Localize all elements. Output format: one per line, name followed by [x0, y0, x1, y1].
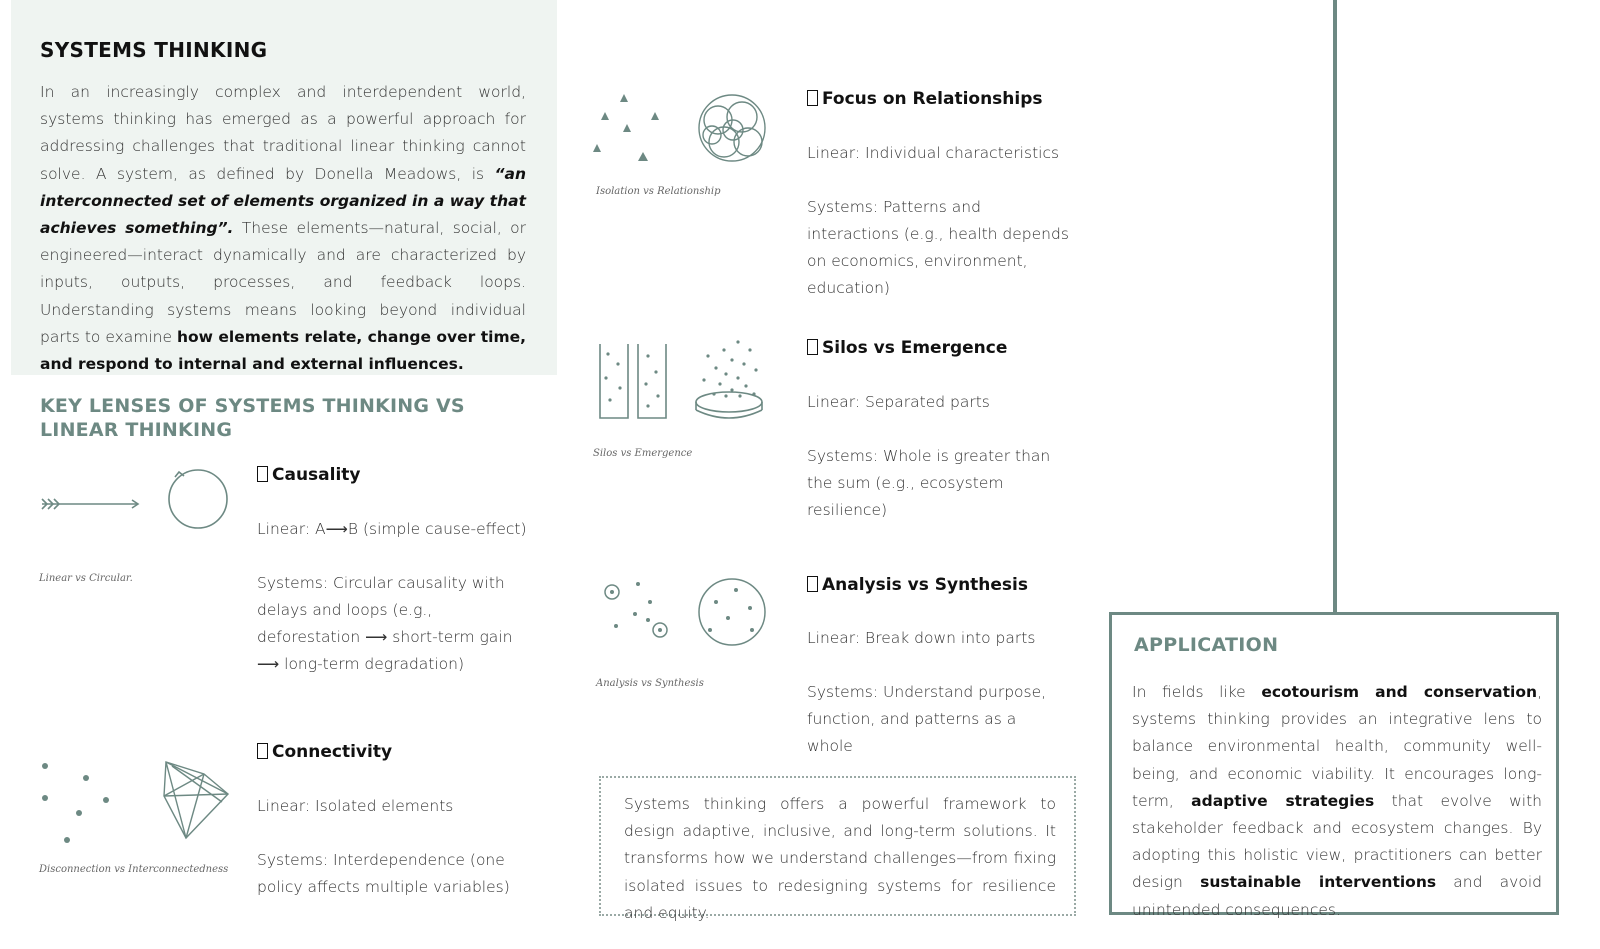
relationships-caption: Isolation vs Relationship [596, 186, 721, 197]
relationships-title: Focus on Relationships [822, 89, 1043, 109]
isolation-vs-relationship-illustration [592, 92, 792, 170]
connectivity-linear: Linear: Isolated elements [257, 797, 454, 815]
heading-box-icon [257, 466, 268, 482]
accent-vertical-line [1333, 0, 1337, 613]
application-emphasis-1: ecotourism and conservation [1261, 683, 1538, 701]
analysis-linear: Linear: Break down into parts [807, 629, 1036, 647]
analysis-caption: Analysis vs Synthesis [596, 678, 704, 689]
meadows-quote: “an interconnected set of elements organized in a way that achieves something”. [40, 164, 526, 238]
linear-vs-circular-illustration [40, 465, 230, 535]
intro-text-2: These elements—natural, social, or engineered—interact dynamically and are characterized by inputs, outputs, processes, and feedback loops. Understanding systems means looking beyond individual parts to examine [40, 219, 526, 346]
heading-box-icon [807, 576, 818, 592]
application-text-4: and avoid unintended consequences. [1132, 873, 1542, 919]
causality-title: Causality [272, 465, 361, 485]
analysis-systems: Systems: Understand purpose, function, and patterns as a whole [807, 683, 1047, 755]
application-text-3: that evolve with stakeholder feedback and ecosystem changes. By adopting this holistic view, practitioners can better design [1132, 791, 1543, 892]
causality-heading [257, 465, 361, 485]
causality-systems: Systems: Circular causality with delays and loops (e.g., deforestation ⟶ short-term gain ⟶ long-term degradation) [257, 574, 513, 673]
page-title: SYSTEMS THINKING [40, 38, 268, 62]
relationships-linear: Linear: Individual characteristics [807, 144, 1060, 162]
application-emphasis-3: sustainable interventions [1200, 873, 1437, 892]
relationships-heading [807, 89, 1043, 109]
connectivity-heading [257, 742, 392, 762]
silos-systems: Systems: Whole is greater than the sum (e.g., ecosystem resilience) [807, 447, 1051, 519]
silos-caption: Silos vs Emergence [593, 448, 693, 459]
heading-box-icon [807, 339, 818, 355]
silos-heading [807, 338, 1007, 358]
intro-emphasis: how elements relate, change over time, and respond to internal and external influences. [40, 327, 527, 374]
heading-box-icon [257, 743, 268, 759]
application-text [1132, 679, 1542, 924]
connectivity-systems: Systems: Interdependence (one policy affects multiple variables) [257, 851, 510, 896]
analysis-heading [807, 575, 1028, 595]
application-text-2: , systems thinking provides an integrative lens to balance environmental health, community well-being, and economic viability. It encourages long-term, [1132, 683, 1542, 810]
relationships-systems: Systems: Patterns and interactions (e.g., health depends on economics, environment, education) [807, 198, 1069, 297]
summary-text: Systems thinking offers a powerful framework to design adaptive, inclusive, and long-term solutions. It transforms how we understand challenges—from fixing isolated issues to redesigning systems for resilience and equity. [624, 795, 1056, 922]
silos-vs-emergence-illustration [596, 338, 776, 422]
causality-caption: Linear vs Circular. [39, 573, 133, 584]
analysis-title: Analysis vs Synthesis [822, 575, 1028, 595]
heading-box-icon [807, 90, 818, 106]
silos-linear: Linear: Separated parts [807, 393, 990, 411]
disconnection-vs-interconnectedness-illustration [36, 758, 236, 848]
application-emphasis-2: adaptive strategies [1191, 791, 1375, 810]
intro-paragraph [40, 79, 526, 378]
connectivity-caption: Disconnection vs Interconnectedness [39, 864, 229, 875]
application-text-1: In fields like [1132, 683, 1262, 701]
causality-linear: Linear: A⟶B (simple cause-effect) [257, 520, 527, 538]
intro-text-1: In an increasingly complex and interdependent world, systems thinking has emerged as a powerful approach for addressing challenges that traditional linear thinking cannot solve. A system, as defined by Donella Meadows, is [40, 83, 526, 183]
silos-title: Silos vs Emergence [822, 338, 1008, 358]
connectivity-title: Connectivity [272, 742, 393, 762]
application-title: APPLICATION [1134, 634, 1279, 656]
lenses-heading: KEY LENSES OF SYSTEMS THINKING VS LINEAR THINKING [40, 395, 465, 441]
analysis-vs-synthesis-illustration [600, 576, 770, 648]
